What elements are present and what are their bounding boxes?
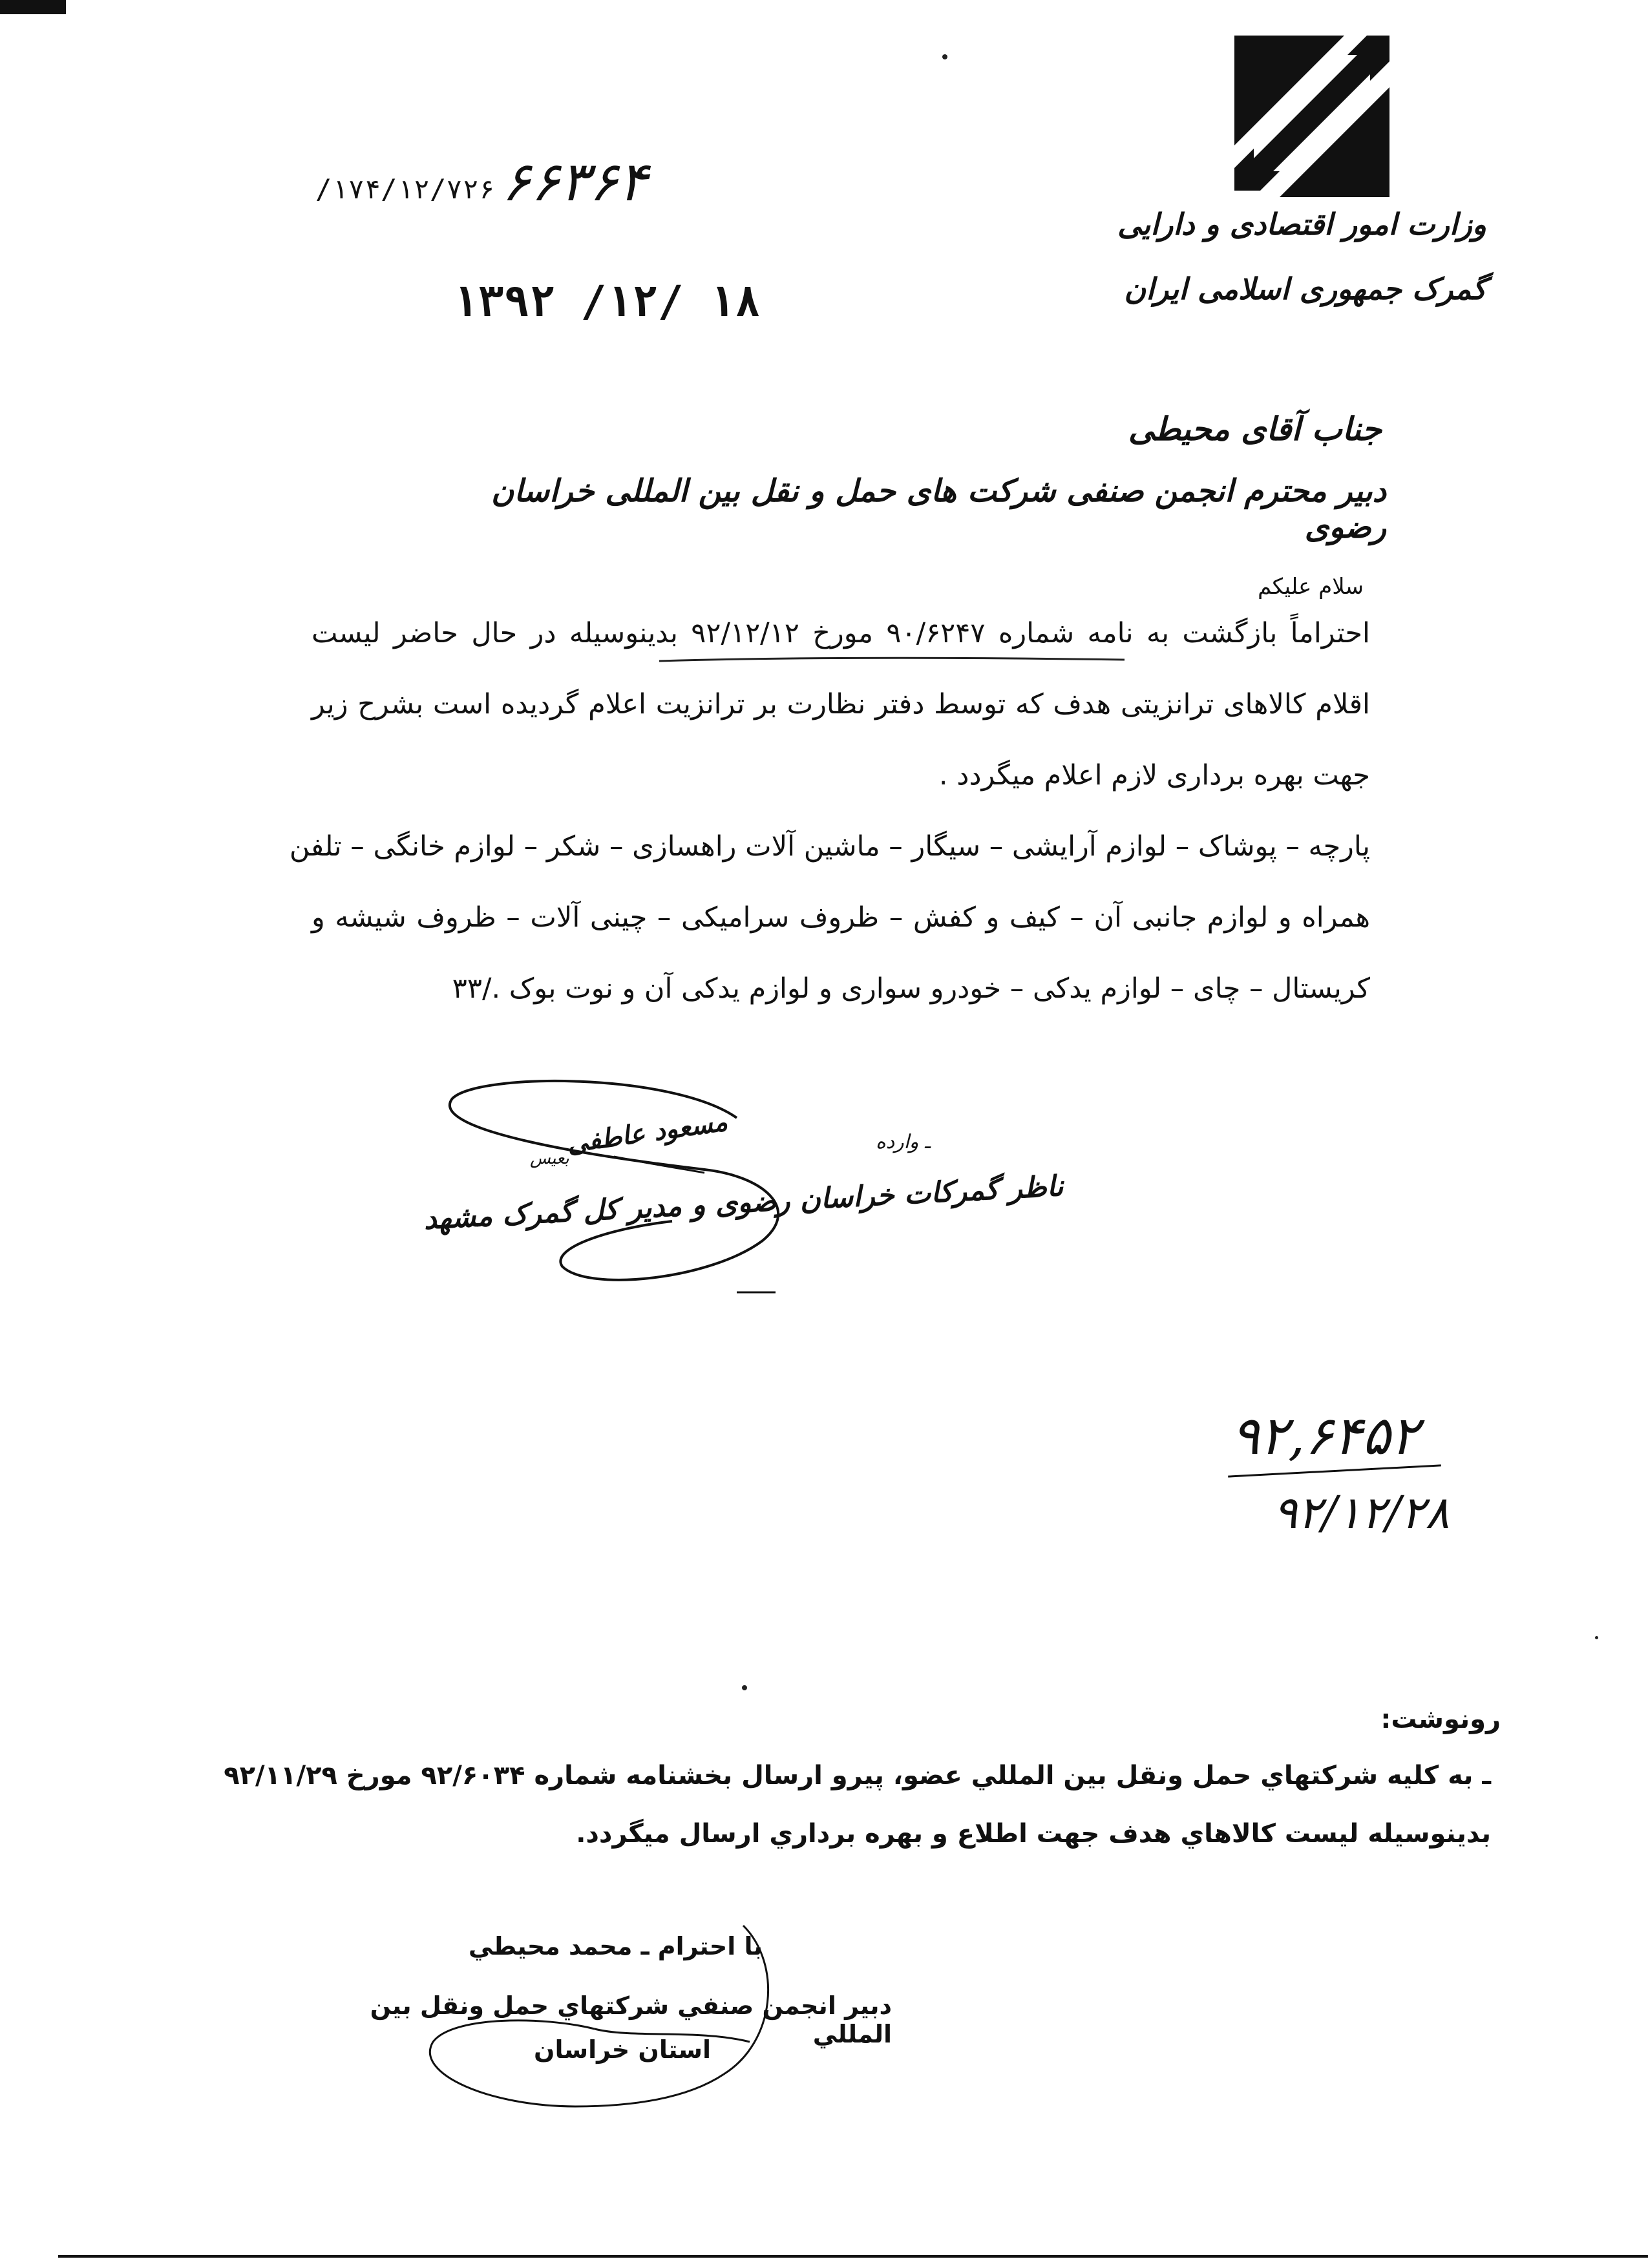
letter-reference-handwritten: ۶۶۳۶۴ xyxy=(502,150,648,213)
registration-number: ۹۲,۶۴۵۲ xyxy=(1231,1405,1419,1467)
closing-province: استان خراسان xyxy=(534,2035,711,2064)
closing-title: دبير انجمن صنفي شركتهاي حمل ونقل بين المللي xyxy=(370,1991,892,2048)
closing-regards: با احترام ـ محمد محيطي xyxy=(468,1932,763,1960)
letter-date-stamp: ۱۳۹۲ /۱۲/ ۱۸ xyxy=(452,277,761,326)
scan-speck xyxy=(942,54,947,59)
body-line: پارچه – پوشاک – لوازم آرایشی – سیگار – ماشین آلات راهسازی – شکر – لوازم خانگی – تلفن xyxy=(289,830,1370,863)
signatory-title: ناظر گمرکات خراسان رضوی و مدیر کل گمرک مشهد xyxy=(423,1170,1064,1236)
body-line: کریستال – چای – لوازم یدکی – خودرو سواری و لوازم یدکی آن و نوت بوک ./۳۳ xyxy=(452,972,1370,1005)
copy-to-line: بدينوسيله ليست كالاهاي هدف جهت اطلاع و بهره برداري ارسال ميگردد. xyxy=(576,1819,1491,1849)
scan-speck xyxy=(1595,1636,1598,1639)
greeting: سلام علیکم xyxy=(1258,574,1364,600)
copy-to-heading: رونوشت: xyxy=(1380,1705,1501,1734)
scan-corner-mark xyxy=(0,0,66,14)
handwritten-underline xyxy=(659,656,1125,664)
addressee-title: دبیر محترم انجمن صنفی شرکت های حمل و نقل بین المللی خراسان رضوی xyxy=(491,473,1386,545)
signature-small-note: بعیس xyxy=(530,1149,569,1168)
signatory-name: مسعود عاطفی xyxy=(565,1106,730,1159)
ministry-name: وزارت امور اقتصادی و دارایی xyxy=(1117,207,1486,242)
registration-date: ۹۲/۱۲/۲۸ xyxy=(1273,1486,1450,1539)
body-line: همراه و لوازم جانبی آن – کیف و کفش – ظروف سرامیکی – چینی آلات – ظروف شیشه و xyxy=(312,901,1370,934)
addressee-name: جناب آقای محیطی xyxy=(1128,410,1382,448)
customs-logo xyxy=(1234,36,1389,197)
letter-reference-printed: ۱۷۴/۱۲/۷۲۶/ xyxy=(315,173,496,205)
bottom-rule xyxy=(58,2255,1648,2258)
copy-to-line: ـ به كليه شركتهاي حمل ونقل بين المللي عضو، پيرو ارسال بخشنامه شماره ۹۲/۶۰۳۴ مورخ ۹۲/۱۱/۲۹ xyxy=(224,1761,1491,1790)
handwritten-note: ـ وارده xyxy=(876,1131,931,1153)
customs-name: گمرک جمهوری اسلامی ایران xyxy=(1124,271,1486,306)
letter-body xyxy=(289,611,1370,1037)
body-line: جهت بهره برداری لازم اعلام میگردد . xyxy=(938,759,1370,792)
body-line: احتراماً بازگشت به نامه شماره ۹۰/۶۲۴۷ مورخ ۹۲/۱۲/۱۲ بدینوسیله در حال حاضر لیست xyxy=(312,617,1370,649)
body-line: اقلام کالاهای ترانزیتی هدف که توسط دفتر نظارت بر ترانزیت اعلام گردیده است بشرح زیر xyxy=(312,688,1370,720)
scan-speck xyxy=(742,1685,747,1690)
